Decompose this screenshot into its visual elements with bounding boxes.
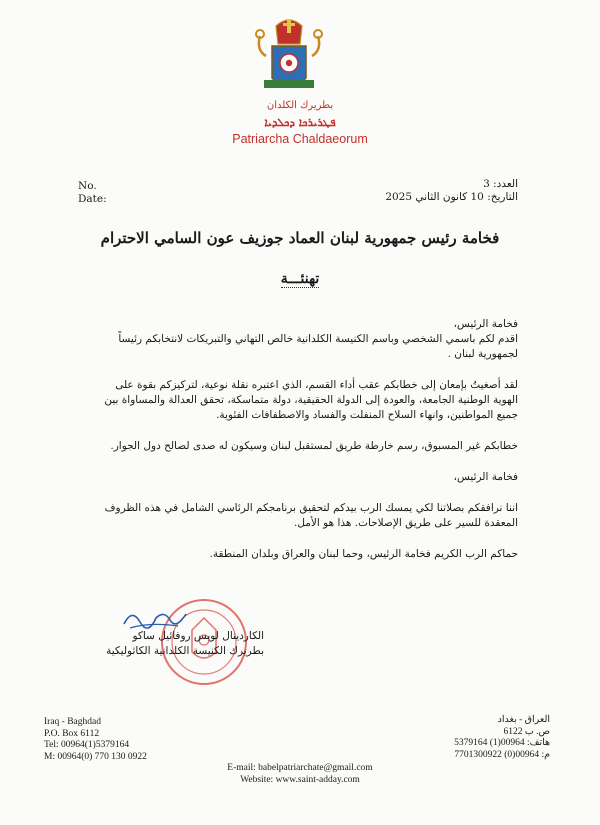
footer-contact <box>0 763 600 786</box>
signature-block <box>74 629 264 659</box>
paragraph-1: اقدم لكم باسمي الشخصي وباسم الكنيسة الكلدانية خالص التهاني والتبريكات لانتخابكم رئيساً لجمهورية لبنان . <box>118 333 518 360</box>
footer-line: م: 00964(0) 7701300922 <box>454 749 550 760</box>
footer-line: Tel: 00964(1)5379164 <box>44 740 130 750</box>
patriarchal-crest-icon <box>254 16 324 98</box>
number-label: No. <box>78 180 97 192</box>
footer-address-english <box>44 717 147 763</box>
reference-labels-arabic <box>385 178 518 204</box>
footer-line: Iraq - Baghdad <box>44 717 101 727</box>
addressee-heading: فخامة رئيس جمهورية لبنان العماد جوزيف عون السامي الاحترام <box>100 229 500 247</box>
reference-labels-english <box>78 180 107 206</box>
footer-line: P.O. Box 6112 <box>44 728 100 739</box>
footer-line: العراق - بغداد <box>497 715 550 725</box>
signatory-name: الكاردينال لويس روفائيل ساكو <box>132 630 264 642</box>
footer-address-arabic <box>454 715 550 761</box>
letter-number: العدد: 3 <box>483 178 518 190</box>
paragraph-3: خطابكم غير المسبوق، رسم خارطة طريق لمستقبل لبنان وسيكون له صدى لصالح دول الجوار. <box>110 440 518 452</box>
letterhead-syriac: ܦܛܪܝܪܟܐ ܕܟܠܕܝܐ <box>264 116 336 129</box>
subject-heading <box>0 271 600 287</box>
signatory-title: بطريرك الكنيسة الكلدانية الكاثوليكية <box>106 645 264 657</box>
footer-email: E-mail: babelpatriarchate@gmail.com <box>227 763 373 773</box>
date-label: Date: <box>78 193 107 205</box>
footer-line: M: 00964(0) 770 130 0922 <box>44 751 147 762</box>
footer-line: ص. ب 6122 <box>503 726 550 737</box>
footer-line: هاتف: 00964(1) 5379164 <box>454 738 550 748</box>
salutation-2: فخامة الرئيس، <box>453 471 518 483</box>
letterhead-latin: Patriarcha Chaldaeorum <box>232 132 368 146</box>
letterhead-arabic: بطريرك الكلدان <box>266 100 334 111</box>
subject-text: تهنئـــة <box>280 271 320 287</box>
paragraph-5: حماكم الرب الكريم فخامة الرئيس، وحما لبنان والعراق وبلدان المنطقة. <box>209 548 518 560</box>
paragraph-4: اننا نرافقكم بصلاتنا لكي يمسك الرب بيدكم لتحقيق برنامجكم الرئاسي الشامل في هذه الظروف المعقدة للسير على طريق الإصلاحات. هذا هو الأمل. <box>104 502 518 529</box>
salutation: فخامة الرئيس، اقدم لكم باسمي الشخصي وباسم الكنيسة الكلدانية خالص التهاني والتبريكات لانتخابكم رئيساً لجمهورية لبنان . <box>118 318 518 360</box>
footer-website: Website: www.saint-adday.com <box>240 774 360 785</box>
letter-body <box>92 317 518 578</box>
letter-date: التاريخ: 10 كانون الثاني 2025 <box>385 191 518 203</box>
paragraph-2: لقد أصغيتُ بإمعان إلى خطابكم عقب أداء القسم، الذي اعتبره نقلة نوعية، لتركيزكم بقوة على الهوية الوطنية الجامعة، والعودة إلى الدولة الحقيقية، دولة متماسكة، تحقق العدالة والمساواة بين جميع المواطنين، وانهاء السلاح المنفلت والفساد والاصطفافات الفئوية. <box>104 379 518 421</box>
